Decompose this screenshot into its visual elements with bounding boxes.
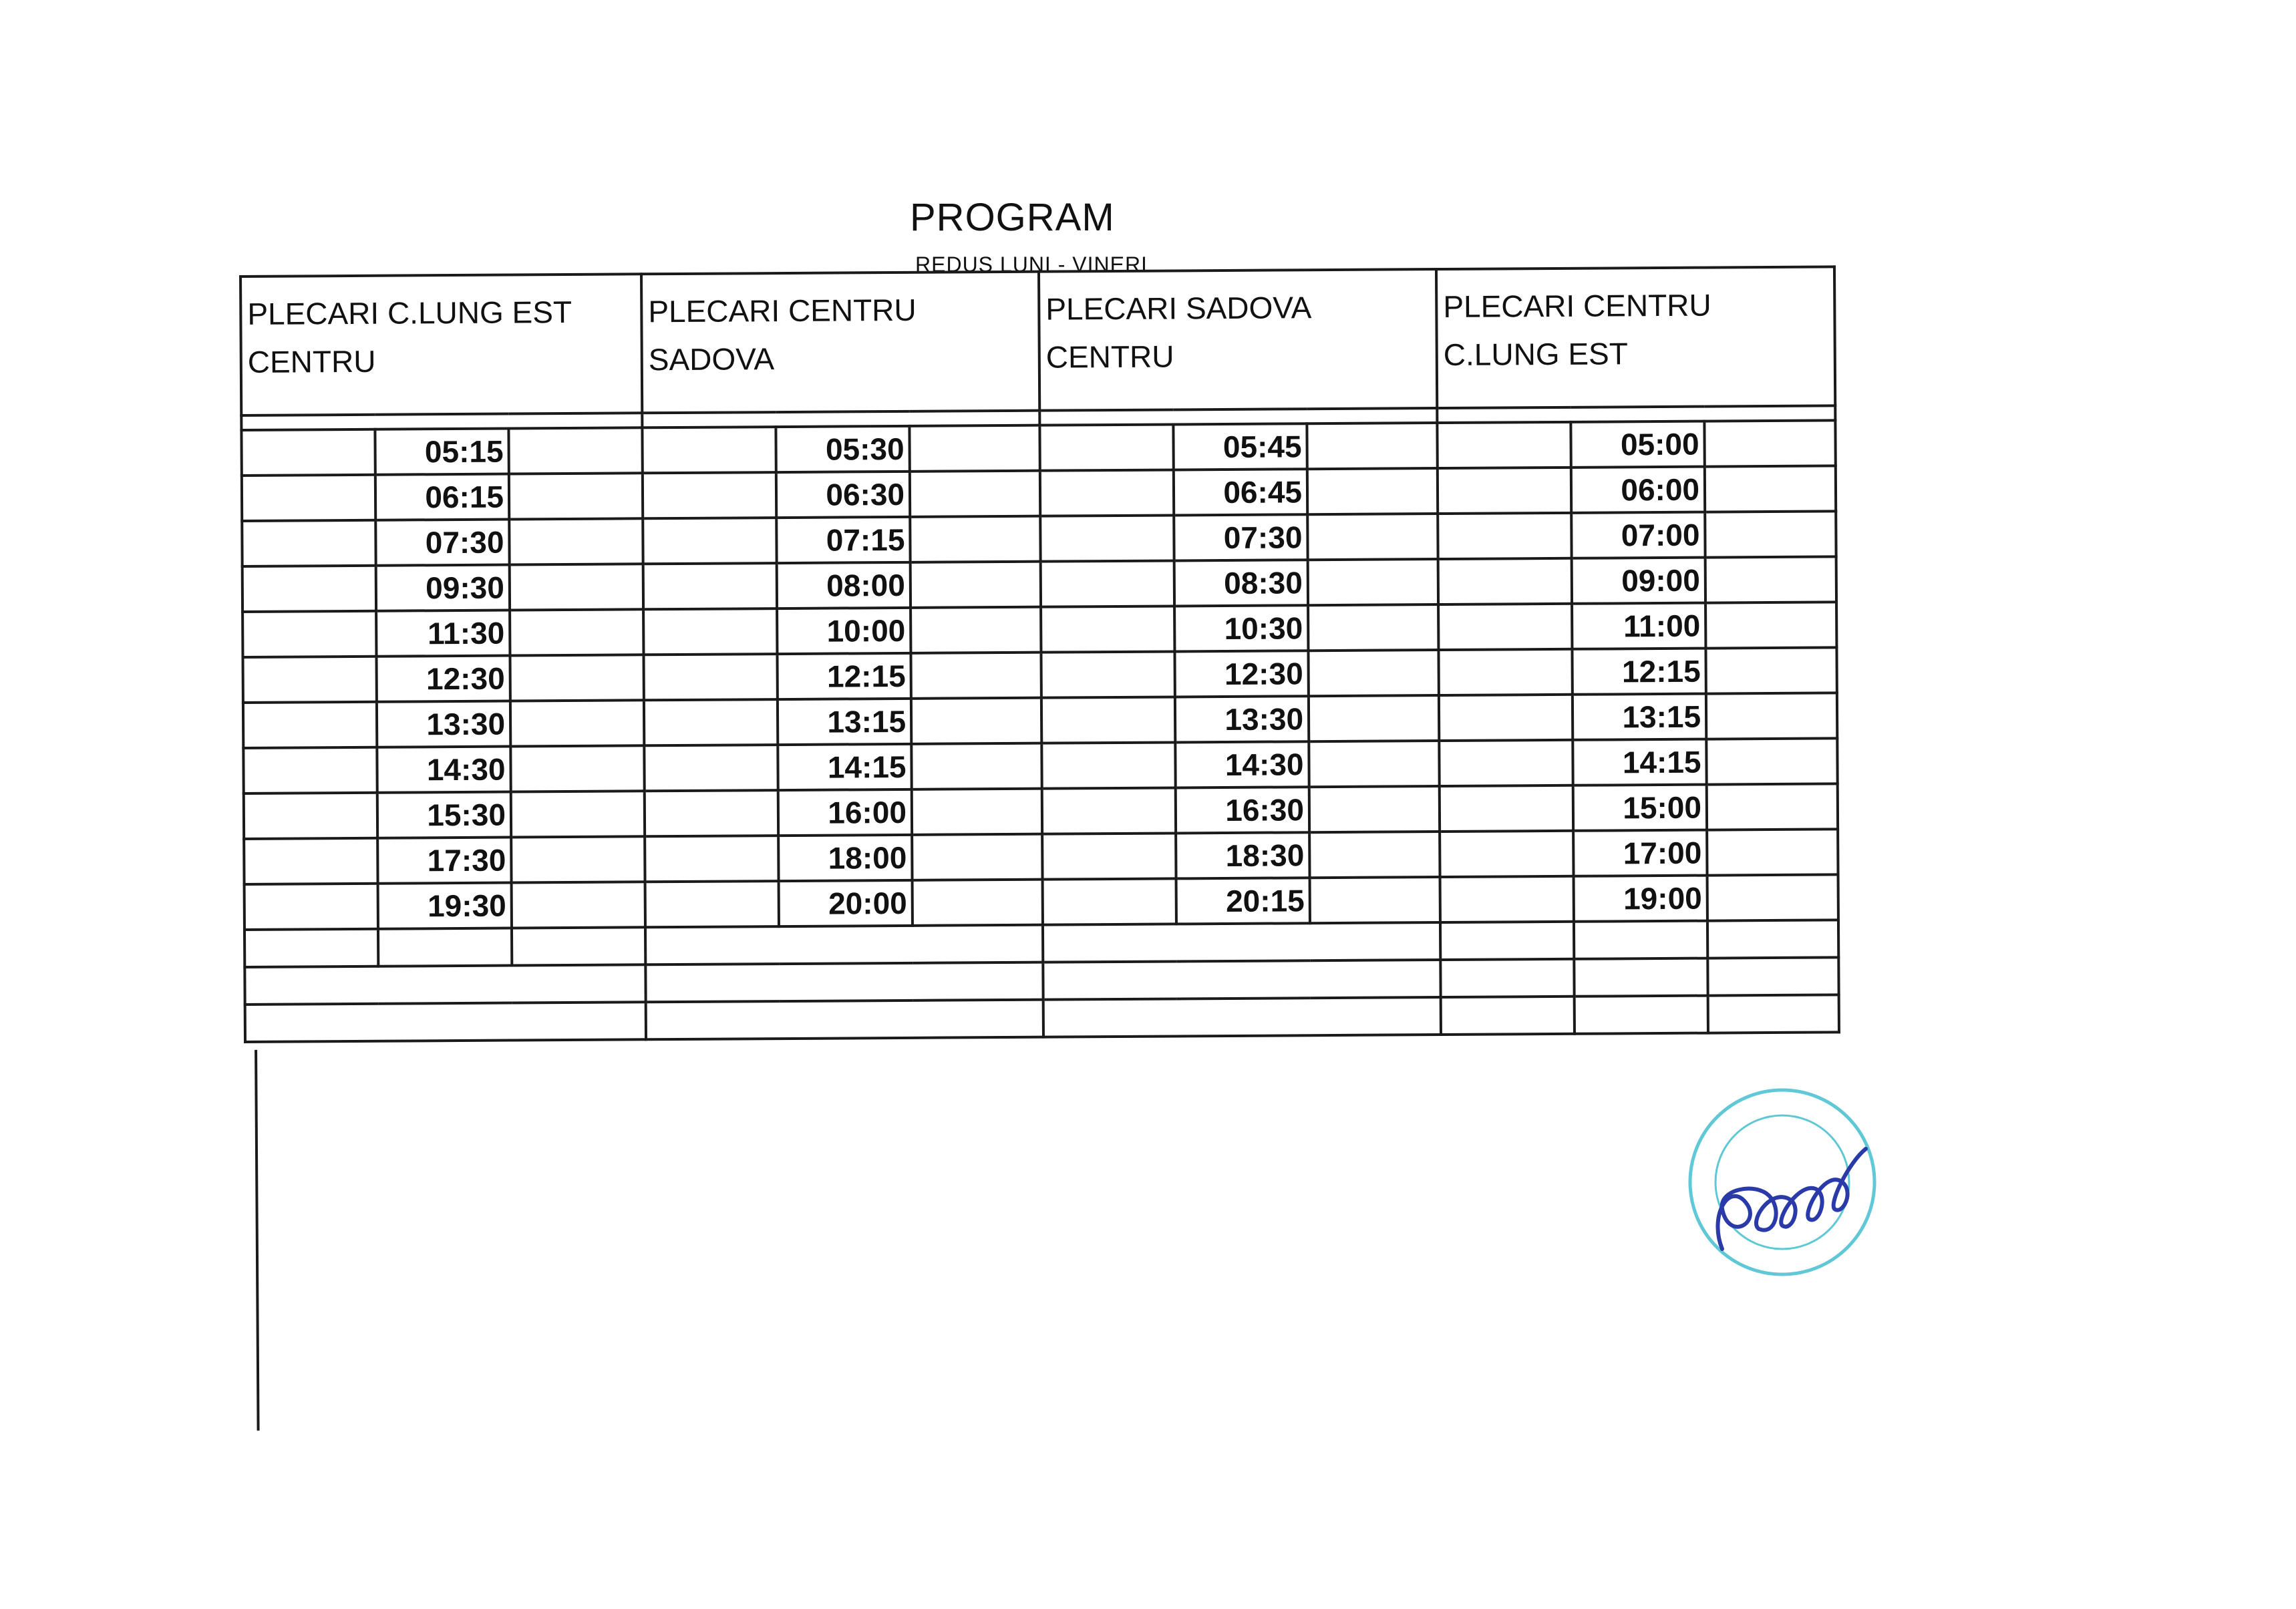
empty-cell [909, 425, 1039, 472]
departure-time: 18:30 [1176, 832, 1309, 878]
departure-time: 19:00 [1574, 876, 1707, 922]
empty-cell [1309, 741, 1439, 787]
empty-cell [1441, 997, 1575, 1035]
empty-cell [1706, 738, 1837, 784]
departure-time: 07:15 [776, 517, 910, 563]
column-header-1 [240, 274, 642, 415]
empty-cell [244, 838, 377, 884]
header-line: PLECARI SADOVA [1045, 290, 1312, 327]
empty-cell [511, 836, 645, 882]
empty-cell [911, 743, 1041, 789]
departure-time: 08:00 [777, 562, 911, 608]
stamp-seal [1682, 1082, 1882, 1282]
empty-cell [1708, 995, 1839, 1033]
empty-cell [1040, 470, 1174, 516]
empty-cell [242, 611, 376, 657]
column-header-4 [1436, 266, 1835, 408]
empty-cell [1438, 513, 1571, 559]
empty-cell [510, 655, 643, 701]
empty-cell [1707, 957, 1838, 995]
empty-cell [1707, 874, 1838, 920]
departure-time: 13:30 [377, 701, 510, 747]
header-line: PLECARI C.LUNG EST [247, 294, 572, 331]
column-header-3 [1039, 269, 1437, 411]
empty-cell [643, 608, 777, 655]
departure-time: 07:00 [1571, 512, 1705, 558]
empty-cell [1041, 560, 1174, 606]
departure-time: 12:15 [1573, 649, 1706, 695]
empty-cell [510, 609, 643, 655]
departure-time: 11:00 [1572, 603, 1705, 649]
empty-cell [245, 1002, 646, 1042]
schedule-sheet [239, 265, 1838, 1046]
departure-time: 17:30 [377, 838, 511, 884]
departure-time: 12:30 [1174, 651, 1308, 697]
departure-time: 20:00 [779, 880, 913, 926]
departure-time: 17:00 [1573, 830, 1707, 876]
schedule-table [239, 265, 1840, 1043]
empty-cell [643, 518, 776, 564]
empty-cell [510, 700, 644, 746]
empty-cell [1438, 558, 1572, 604]
empty-cell [1705, 511, 1836, 557]
empty-cell [241, 429, 375, 476]
empty-cell [1309, 695, 1439, 741]
header-line: SADOVA [648, 341, 775, 377]
empty-cell [910, 471, 1040, 517]
empty-cell [1705, 602, 1836, 648]
empty-cell [242, 566, 376, 612]
document-title: PROGRAM [910, 196, 1115, 239]
departure-time: 12:30 [376, 656, 510, 702]
empty-cell [1440, 922, 1574, 960]
departure-time: 06:15 [375, 474, 509, 520]
departure-time: 14:30 [377, 747, 510, 793]
departure-time: 08:30 [1174, 560, 1308, 606]
empty-cell [1440, 876, 1574, 922]
empty-cell [912, 789, 1042, 835]
empty-cell [1308, 604, 1438, 651]
departure-time: 06:00 [1571, 467, 1705, 513]
empty-cell [1574, 921, 1707, 959]
empty-cell [1042, 787, 1176, 834]
empty-cell [1043, 922, 1440, 962]
empty-cell [1041, 606, 1174, 652]
empty-cell [642, 427, 776, 473]
empty-cell [1043, 960, 1440, 1000]
empty-cell [509, 473, 643, 519]
departure-time: 13:30 [1175, 696, 1309, 742]
empty-cell [1041, 651, 1174, 697]
header-row [240, 266, 1835, 415]
empty-cell [244, 884, 378, 930]
departure-time: 14:15 [1573, 739, 1706, 785]
empty-cell [509, 518, 643, 564]
empty-cell [913, 880, 1043, 926]
empty-cell [1308, 650, 1438, 696]
empty-cell [1440, 785, 1573, 832]
empty-cell [1706, 647, 1837, 693]
empty-cell [645, 790, 778, 836]
empty-cell [1440, 959, 1574, 997]
empty-cell [512, 927, 645, 965]
departure-time: 09:30 [376, 565, 510, 611]
empty-cell [911, 607, 1041, 653]
empty-cell [1707, 920, 1838, 958]
departure-time: 10:00 [777, 608, 911, 654]
empty-cell [243, 747, 377, 793]
departure-time: 12:15 [777, 653, 911, 699]
empty-cell [1439, 740, 1573, 786]
departure-time: 18:00 [778, 835, 912, 881]
departure-time: 05:30 [776, 426, 909, 472]
departure-time: 15:30 [377, 792, 511, 838]
empty-cell [1439, 649, 1573, 695]
empty-cell [242, 475, 375, 521]
empty-cell [1704, 420, 1835, 466]
empty-cell [1041, 697, 1175, 743]
empty-cell [244, 793, 377, 839]
empty-cell [1574, 958, 1707, 997]
departure-time: 20:15 [1176, 878, 1310, 924]
empty-cell [1307, 468, 1438, 514]
departure-time: 06:45 [1174, 469, 1307, 515]
empty-cell [511, 791, 645, 837]
empty-cell [644, 745, 778, 791]
empty-cell [1309, 832, 1440, 878]
empty-cell [643, 472, 776, 518]
empty-cell [508, 427, 642, 474]
empty-cell [1308, 559, 1438, 605]
header-line: C.LUNG EST [1443, 336, 1629, 372]
stamp-ring [1690, 1090, 1874, 1274]
empty-cell [1439, 695, 1573, 741]
empty-cell [510, 745, 644, 791]
empty-cell [1438, 468, 1571, 514]
empty-cell [911, 653, 1041, 699]
margin-rule [255, 1050, 259, 1431]
empty-cell [643, 654, 777, 700]
empty-cell [910, 516, 1040, 562]
departure-time: 05:00 [1571, 421, 1704, 468]
empty-cell [512, 882, 645, 928]
departure-time: 07:30 [375, 520, 509, 566]
departure-time: 14:15 [778, 744, 911, 790]
departure-time: 07:30 [1174, 514, 1307, 560]
empty-cell [1310, 877, 1440, 923]
empty-cell [1041, 742, 1175, 788]
departure-time: 05:45 [1173, 423, 1307, 470]
empty-cell [1438, 604, 1572, 650]
empty-cell [645, 925, 1043, 965]
schedule-body [240, 266, 1839, 1042]
departure-time: 13:15 [1573, 694, 1706, 740]
empty-cell [1705, 556, 1836, 602]
empty-cell [643, 563, 777, 609]
empty-cell [1040, 515, 1174, 561]
empty-cell [1440, 831, 1573, 877]
departure-time: 19:30 [378, 883, 512, 929]
empty-cell [1575, 996, 1708, 1034]
departure-time: 16:00 [778, 789, 912, 836]
empty-cell [912, 834, 1042, 880]
empty-cell [911, 562, 1041, 608]
empty-cell [1043, 878, 1176, 924]
empty-cell [1705, 466, 1836, 512]
empty-cell [645, 881, 779, 927]
departure-time: 09:00 [1572, 558, 1705, 604]
departure-time: 11:30 [376, 610, 510, 657]
departure-time: 14:30 [1175, 741, 1309, 787]
empty-cell [244, 929, 378, 967]
empty-cell [1437, 422, 1571, 468]
empty-cell [1307, 423, 1437, 469]
empty-cell [242, 657, 376, 703]
empty-cell [646, 1000, 1043, 1040]
empty-cell [645, 962, 1043, 1003]
empty-cell [1307, 514, 1438, 560]
empty-cell [378, 928, 512, 966]
column-header-2 [641, 272, 1039, 413]
empty-cell [242, 520, 375, 566]
empty-cell [1309, 786, 1440, 832]
departure-time: 10:30 [1174, 605, 1308, 651]
header-line: PLECARI CENTRU [1443, 287, 1711, 324]
departure-time: 06:30 [776, 472, 910, 518]
empty-cell [644, 699, 778, 745]
header-line: PLECARI CENTRU [648, 292, 917, 329]
empty-cell [645, 836, 778, 882]
empty-cell [244, 964, 645, 1005]
departure-time: 05:15 [375, 429, 508, 475]
empty-cell [1707, 829, 1838, 875]
empty-cell [243, 702, 377, 748]
empty-cell [1042, 833, 1176, 879]
empty-cell [911, 698, 1041, 744]
header-line: CENTRU [1045, 339, 1174, 375]
empty-cell [1043, 997, 1441, 1037]
header-line: CENTRU [247, 343, 376, 379]
empty-cell [1707, 783, 1838, 830]
departure-time: 15:00 [1573, 785, 1707, 831]
departure-time: 13:15 [778, 699, 911, 745]
empty-cell [510, 564, 643, 610]
document-subtitle: REDUS LUNI - VINERI [915, 252, 1148, 277]
empty-cell [1039, 424, 1173, 470]
departure-time: 16:30 [1176, 787, 1309, 833]
empty-cell [1706, 693, 1837, 739]
